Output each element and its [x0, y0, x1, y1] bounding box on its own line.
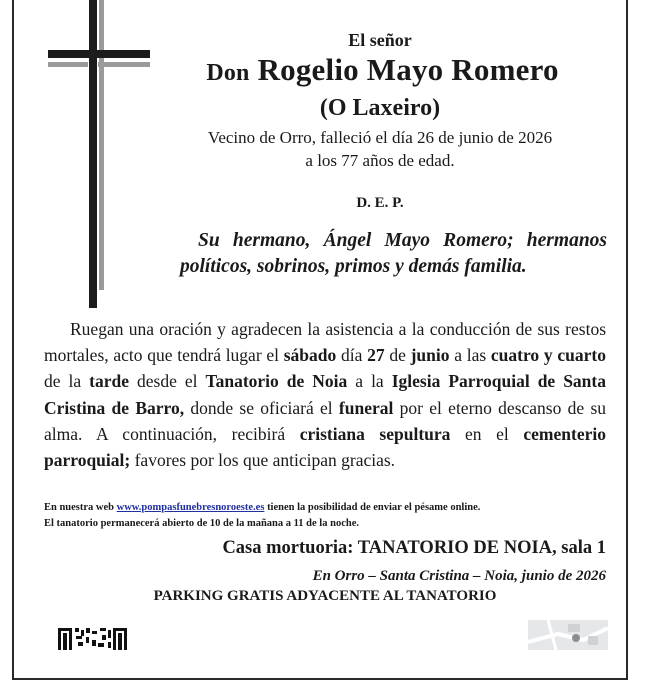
- qr-code-icon[interactable]: [58, 628, 138, 650]
- death-info: Vecino de Orro, falleció el día 26 de junio de 2026: [207, 128, 553, 147]
- ceremony-paragraph: Ruegan una oración y agradecen la asistencia a la conducción de sus restos mortales, acto que tendrá lugar el sábado día 27 de junio a las cuatro y cuarto de la tarde desde el Tanatorio de Noia a la Iglesia Parroquial de Santa Cristina de Barro, donde se oficiará el funeral por el eterno descanso de su alma. A continuación, recibirá cristiana sepultura en el cementerio parroquial; favores por los que anticipan gracias.: [44, 319, 607, 471]
- web-note: En nuestra web www.pompasfunebresnoroeste.es tienen la posibilidad de enviar el pésame online.: [44, 502, 481, 513]
- website-link[interactable]: www.pompasfunebresnoroeste.es: [116, 502, 265, 513]
- deceased-name: [160, 52, 605, 88]
- honorific: Don: [206, 60, 250, 86]
- rip-text: D. E. P.: [356, 195, 404, 211]
- funeral-home: Casa mortuoria: TANATORIO DE NOIA, sala 1: [222, 538, 606, 558]
- hours-note: El tanatorio permanecerá abierto de 10 de la mañana a 11 de la noche.: [44, 518, 359, 529]
- parking-note: PARKING GRATIS ADYACENTE AL TANATORIO: [153, 588, 497, 604]
- map-thumbnail[interactable]: [528, 620, 608, 650]
- place-date: En Orro – Santa Cristina – Noia, junio de 2026: [312, 568, 606, 584]
- age-info: a los 77 años de edad.: [305, 151, 455, 170]
- title-prefix: El señor: [348, 30, 412, 50]
- full-name: Rogelio Mayo Romero: [257, 52, 559, 87]
- family-paragraph: Su hermano, Ángel Mayo Romero; hermanos políticos, sobrinos, primos y demás familia.: [180, 230, 607, 277]
- nickname: (O Laxeiro): [319, 95, 441, 121]
